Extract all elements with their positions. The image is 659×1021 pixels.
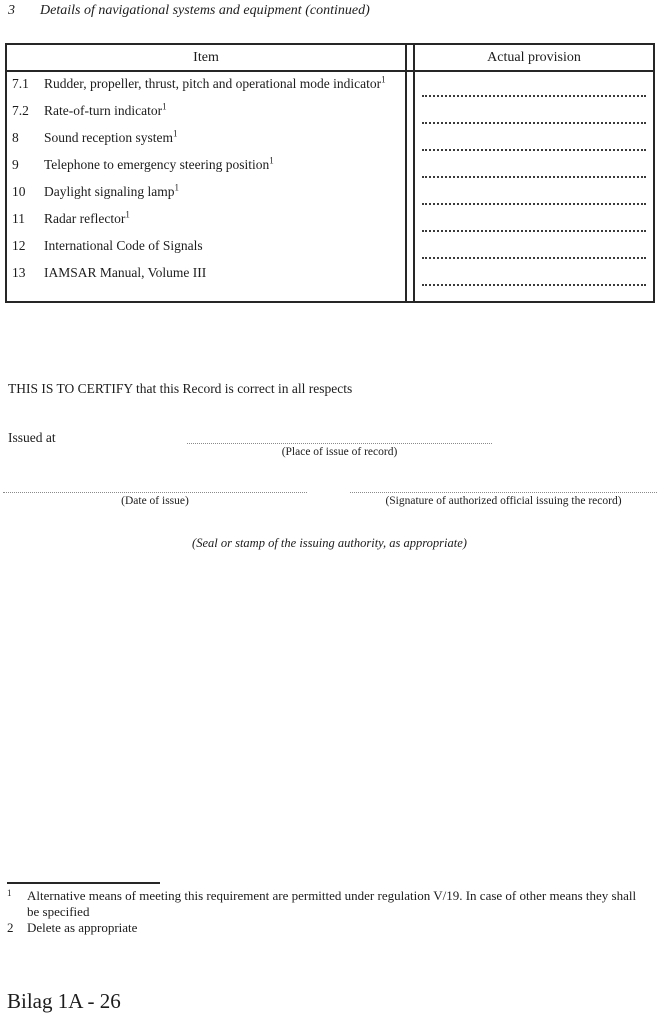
provision-fill-line bbox=[422, 257, 646, 259]
seal-caption: (Seal or stamp of the issuing authority, as appropriate) bbox=[192, 536, 467, 550]
section-title: Details of navigational systems and equipment (continued) bbox=[40, 3, 370, 18]
table-row bbox=[7, 99, 653, 126]
item-label: International Code of Signals bbox=[44, 238, 203, 253]
table-row bbox=[7, 261, 653, 288]
footnote-ref: 1 bbox=[125, 209, 130, 220]
provision-cell bbox=[413, 234, 653, 261]
item-cell bbox=[7, 180, 407, 207]
certify-statement: THIS IS TO CERTIFY that this Record is correct in all respects bbox=[8, 381, 353, 396]
footnotes-block bbox=[7, 882, 649, 936]
item-label: Radar reflector$^1$ bbox=[44, 209, 130, 226]
footnote-separator bbox=[7, 882, 160, 884]
table-body bbox=[7, 72, 653, 301]
provision-cell bbox=[413, 288, 653, 301]
footnote-marker: 1 bbox=[7, 888, 12, 898]
item-number: 12 bbox=[12, 238, 26, 253]
signature-fill-line bbox=[350, 492, 657, 493]
item-label: Daylight signaling lamp$^1$ bbox=[44, 182, 179, 199]
item-number: 13 bbox=[12, 265, 26, 280]
page-footer: Bilag 1A - 26 bbox=[7, 989, 121, 1013]
footnote bbox=[7, 888, 649, 919]
place-fill-line bbox=[187, 443, 492, 444]
provision-cell bbox=[413, 99, 653, 126]
table-row bbox=[7, 153, 653, 180]
item-cell bbox=[7, 99, 407, 126]
signature-caption: (Signature of authorized official issuing the record) bbox=[385, 495, 622, 507]
table-row bbox=[7, 180, 653, 207]
provision-cell bbox=[413, 72, 653, 99]
footnotes-list bbox=[7, 888, 649, 936]
table-header-provision: Actual provision bbox=[413, 45, 653, 70]
table-row bbox=[7, 207, 653, 234]
provision-cell bbox=[413, 153, 653, 180]
provision-cell bbox=[413, 207, 653, 234]
footnote-ref: 1 bbox=[172, 128, 178, 139]
item-cell bbox=[7, 234, 407, 261]
item-label: Telephone to emergency steering position$^1$ bbox=[44, 155, 274, 172]
provision-cell bbox=[413, 261, 653, 288]
footnote-ref: 1 bbox=[162, 101, 167, 112]
provision-fill-line bbox=[422, 95, 646, 97]
table-row bbox=[7, 126, 653, 153]
footnote-ref: 1 bbox=[269, 155, 274, 166]
equipment-table bbox=[5, 43, 655, 303]
issued-at-block bbox=[0, 430, 659, 470]
item-cell bbox=[7, 72, 407, 99]
item-number: 7.1 bbox=[12, 76, 29, 91]
table-row bbox=[7, 234, 653, 261]
footnote-marker: 2 bbox=[7, 920, 14, 935]
date-caption: (Date of issue) bbox=[121, 495, 189, 507]
footnote-ref: 1 bbox=[174, 182, 179, 193]
item-number: 9 bbox=[12, 157, 19, 172]
section-heading bbox=[8, 3, 651, 19]
provision-fill-line bbox=[422, 203, 646, 205]
provision-fill-line bbox=[422, 284, 646, 286]
date-signature-block bbox=[0, 485, 659, 525]
item-label: Rudder, propeller, thrust, pitch and operational mode indicator$^1$ bbox=[44, 74, 386, 91]
table-header-item: Item bbox=[7, 45, 407, 70]
item-number: 10 bbox=[12, 184, 26, 199]
item-cell bbox=[7, 288, 407, 301]
issued-at-label: Issued at bbox=[8, 430, 56, 445]
footnote-text: Delete as appropriate bbox=[27, 920, 138, 935]
table-header-row bbox=[7, 45, 653, 72]
item-label: Sound reception system$^1$ bbox=[44, 128, 178, 145]
item-cell bbox=[7, 261, 407, 288]
footnote-text: Alternative means of meeting this requirement are permitted under regulation V/19. In case of other means they shall be specified bbox=[27, 888, 637, 919]
section-number: 3 bbox=[8, 3, 15, 18]
provision-cell bbox=[413, 180, 653, 207]
item-cell bbox=[7, 126, 407, 153]
table-filler-row bbox=[7, 288, 653, 301]
item-cell bbox=[7, 207, 407, 234]
provision-fill-line bbox=[422, 176, 646, 178]
item-cell bbox=[7, 153, 407, 180]
date-fill-line bbox=[3, 492, 307, 493]
provision-fill-line bbox=[422, 149, 646, 151]
item-label: Rate-of-turn indicator$^1$ bbox=[44, 101, 167, 118]
footnote-ref: 1 bbox=[381, 74, 386, 85]
footnote bbox=[7, 920, 649, 936]
item-number: 8 bbox=[12, 130, 19, 145]
item-label: IAMSAR Manual, Volume III bbox=[44, 265, 207, 280]
place-caption: (Place of issue of record) bbox=[281, 446, 398, 458]
provision-fill-line bbox=[422, 122, 646, 124]
provision-cell bbox=[413, 126, 653, 153]
item-number: 11 bbox=[12, 211, 25, 226]
table-row bbox=[7, 72, 653, 99]
provision-fill-line bbox=[422, 230, 646, 232]
item-number: 7.2 bbox=[12, 103, 29, 118]
